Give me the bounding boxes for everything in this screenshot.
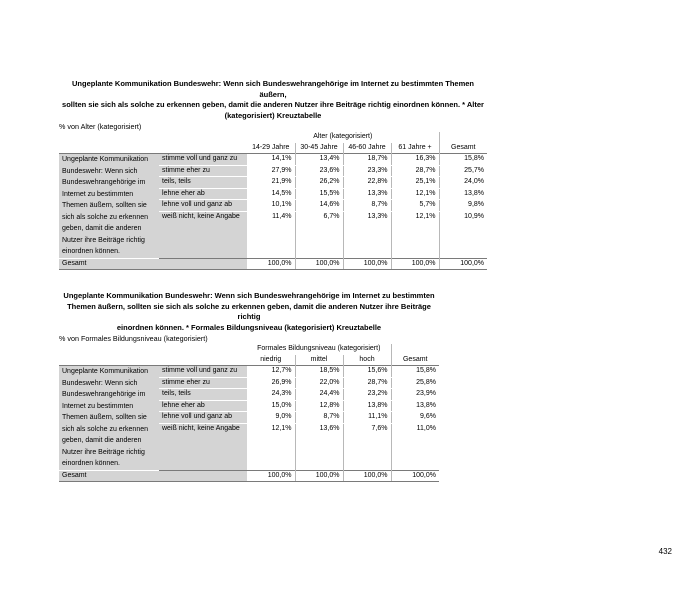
column-header: mittel	[295, 355, 343, 366]
total-value: 100,0%	[247, 470, 295, 482]
cell-value: 24,4%	[295, 389, 343, 401]
cell-value: 25,8%	[391, 377, 439, 389]
cell-value: 24,0%	[439, 177, 487, 189]
cell-value: 25,7%	[439, 165, 487, 177]
row-category-label: lehne eher ab	[159, 188, 247, 200]
total-label: Gesamt	[59, 470, 247, 482]
cell-value: 22,8%	[343, 177, 391, 189]
cell-value: 18,7%	[343, 154, 391, 166]
cell-value: 9,0%	[247, 412, 295, 424]
cell-value: 13,4%	[295, 154, 343, 166]
cell-value: 15,5%	[295, 188, 343, 200]
cell-value: 15,6%	[343, 366, 391, 378]
crosstab-alter	[59, 79, 487, 270]
row-category-label: teils, teils	[159, 177, 247, 189]
total-value: 100,0%	[295, 258, 343, 270]
column-header: hoch	[343, 355, 391, 366]
cell-value: 26,9%	[247, 377, 295, 389]
cell-value: 14,5%	[247, 188, 295, 200]
cell-value: 21,9%	[247, 177, 295, 189]
row-category-label: stimme voll und ganz zu	[159, 366, 247, 378]
title-line: sollten sie sich als solche zu erkennen geben, damit die anderen Nutzer ihre Beiträge richtig einordnen können. * Alter	[62, 100, 484, 109]
cell-value: 13,3%	[343, 212, 391, 258]
table-row	[59, 154, 487, 166]
cell-value: 23,3%	[343, 165, 391, 177]
row-variable-label: Ungeplante Kommunikation Bundeswehr: Wenn sich Bundeswehrangehörige im Internet zu bestimmten Themen äußern, sollten sie sich als solche zu erkennen geben, damit die anderen Nutzer ihre Beiträge richtig einordnen können.	[59, 154, 159, 259]
cell-value: 15,0%	[247, 400, 295, 412]
cell-value: 12,1%	[391, 212, 439, 258]
header-row-columns	[59, 143, 487, 154]
cell-value: 15,8%	[391, 366, 439, 378]
cell-value: 10,1%	[247, 200, 295, 212]
table-title	[59, 79, 487, 121]
header-row-columns	[59, 355, 439, 366]
total-value: 100,0%	[295, 470, 343, 482]
header-row-group	[59, 344, 439, 355]
column-header: Gesamt	[451, 143, 476, 151]
cell-value: 13,8%	[439, 188, 487, 200]
total-row	[59, 258, 487, 270]
page-number: 432	[658, 547, 672, 556]
cell-value: 12,7%	[247, 366, 295, 378]
cell-value: 12,8%	[295, 400, 343, 412]
cell-value: 14,6%	[295, 200, 343, 212]
cell-value: 12,1%	[391, 188, 439, 200]
cell-value: 13,8%	[391, 400, 439, 412]
table-title	[59, 291, 439, 333]
row-category-label: stimme eher zu	[159, 165, 247, 177]
row-category-label: weiß nicht, keine Angabe	[159, 424, 247, 470]
cell-value: 22,0%	[295, 377, 343, 389]
cell-value: 25,1%	[391, 177, 439, 189]
title-line: (kategorisiert) Kreuztabelle	[224, 110, 322, 120]
row-variable-label: Ungeplante Kommunikation Bundeswehr: Wenn sich Bundeswehrangehörige im Internet zu bestimmten Themen äußern, sollten sie sich als solche zu erkennen geben, damit die anderen Nutzer ihre Beiträge richtig einordnen können.	[59, 366, 159, 471]
row-category-label: stimme eher zu	[159, 377, 247, 389]
row-category-label: lehne voll und ganz ab	[159, 412, 247, 424]
total-value: 100,0%	[439, 258, 487, 270]
cell-value: 15,8%	[439, 154, 487, 166]
table-subtitle: % von Alter (kategorisiert)	[59, 122, 142, 131]
cell-value: 27,9%	[247, 165, 295, 177]
cell-value: 23,9%	[391, 389, 439, 401]
table-row	[59, 366, 439, 378]
table-subtitle: % von Formales Bildungsniveau (kategorisiert)	[59, 334, 208, 343]
total-value: 100,0%	[247, 258, 295, 270]
cell-value: 16,3%	[391, 154, 439, 166]
cell-value: 11,0%	[416, 425, 436, 433]
cell-value: 11,1%	[343, 412, 391, 424]
cell-value: 11,4%	[247, 212, 295, 258]
total-value: 100,0%	[391, 470, 439, 482]
cell-value: 12,1%	[247, 424, 295, 470]
cell-value: 23,6%	[295, 165, 343, 177]
group-header: Alter (kategorisiert)	[313, 133, 373, 140]
title-line: Themen äußern, sollten sie sich als solche zu erkennen geben, damit die anderen Nutzer ihre Beiträge richtig	[67, 301, 431, 321]
group-header: Formales Bildungsniveau (kategorisiert)	[257, 345, 381, 352]
row-category-label: lehne voll und ganz ab	[159, 200, 247, 212]
row-category-label: lehne eher ab	[159, 400, 247, 412]
crosstab-table	[59, 344, 439, 482]
column-header: 46-60 Jahre	[343, 143, 391, 154]
total-value: 100,0%	[343, 470, 391, 482]
cell-value: 8,7%	[343, 200, 391, 212]
cell-value: 18,5%	[295, 366, 343, 378]
title-line: Ungeplante Kommunikation Bundeswehr: Wenn sich Bundeswehrangehörige im Internet zu bestimmten	[63, 291, 435, 300]
crosstab-table	[59, 132, 487, 270]
cell-value: 28,7%	[343, 377, 391, 389]
column-header: 14-29 Jahre	[247, 143, 295, 154]
title-line: einordnen können. * Formales Bildungsniveau (kategorisiert) Kreuztabelle	[116, 322, 382, 332]
row-category-label: weiß nicht, keine Angabe	[159, 212, 247, 258]
cell-value: 9,6%	[391, 412, 439, 424]
cell-value: 13,6%	[295, 424, 343, 470]
cell-value: 14,1%	[247, 154, 295, 166]
cell-value: 13,3%	[343, 188, 391, 200]
cell-value: 28,7%	[391, 165, 439, 177]
cell-value: 24,3%	[247, 389, 295, 401]
column-header: 61 Jahre +	[391, 143, 439, 154]
total-value: 100,0%	[343, 258, 391, 270]
title-line: Ungeplante Kommunikation Bundeswehr: Wenn sich Bundeswehrangehörige im Internet zu bestimmten Themen äußern,	[72, 79, 474, 99]
column-header: Gesamt	[402, 355, 428, 363]
column-header: niedrig	[247, 355, 295, 366]
crosstab-bildungsniveau	[59, 291, 439, 482]
cell-value: 23,2%	[343, 389, 391, 401]
cell-value: 6,7%	[295, 212, 343, 258]
cell-value: 7,6%	[343, 424, 391, 470]
row-category-label: teils, teils	[159, 389, 247, 401]
cell-value: 13,8%	[343, 400, 391, 412]
cell-value: 5,7%	[391, 200, 439, 212]
cell-value: 9,8%	[439, 200, 487, 212]
header-row-group	[59, 132, 487, 143]
cell-value: 26,2%	[295, 177, 343, 189]
total-row	[59, 470, 439, 482]
total-label: Gesamt	[59, 258, 247, 270]
total-value: 100,0%	[391, 258, 439, 270]
row-category-label: stimme voll und ganz zu	[159, 154, 247, 166]
cell-value: 10,9%	[464, 213, 485, 221]
cell-value: 8,7%	[295, 412, 343, 424]
column-header: 30-45 Jahre	[295, 143, 343, 154]
